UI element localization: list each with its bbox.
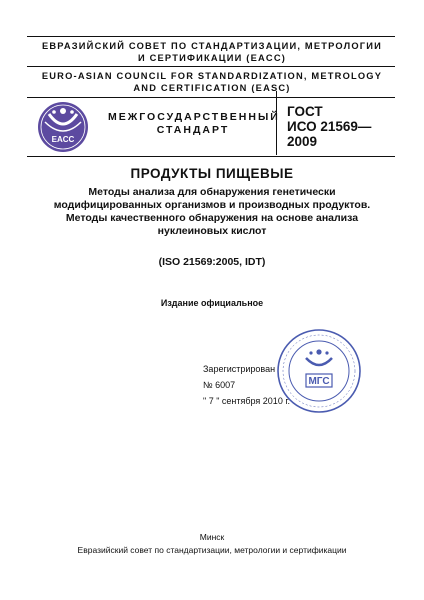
- stamp-label: МГС: [308, 376, 330, 387]
- standard-type-line2: СТАНДАРТ: [156, 124, 230, 136]
- registration-line1: Зарегистрирован: [203, 364, 276, 374]
- subtitle-line4: нуклеиновых кислот: [157, 225, 267, 237]
- header-ru-line2: И СЕРТИФИКАЦИИ (EACC): [137, 53, 287, 63]
- header-bottom-rule: [27, 97, 395, 98]
- subtitle-line3: Методы качественного обнаружения на основе анализа: [65, 212, 359, 224]
- designation-divider: [276, 91, 277, 155]
- edition-label: Издание официальное: [160, 298, 264, 308]
- registration-number: № 6007: [203, 380, 236, 390]
- header-en-line2: AND CERTIFICATION (EASC): [133, 83, 291, 93]
- eacc-logo-icon: [32, 100, 94, 154]
- footer-org: Евразийский совет по стандартизации, метрологии и сертификации: [77, 545, 347, 555]
- designation-line2: ИСО 21569—: [287, 119, 372, 134]
- subtitle-line2: модифицированных организмов и производных продуктов.: [53, 199, 371, 211]
- header-divider: [27, 66, 395, 67]
- designation-bottom-rule: [27, 156, 395, 157]
- iso-reference: (ISO 21569:2005, IDT): [158, 256, 266, 268]
- registration-date: " 7 " сентября 2010 г.: [203, 396, 291, 406]
- header-ru-line1: ЕВРАЗИЙСКИЙ СОВЕТ ПО СТАНДАРТИЗАЦИИ, МЕТРОЛОГИИ: [41, 41, 383, 51]
- footer-city: Минск: [199, 532, 225, 542]
- top-rule: [27, 36, 395, 37]
- designation-line1: ГОСТ: [287, 104, 323, 119]
- eacc-logo: [32, 100, 94, 154]
- header-en-line1: EURO-ASIAN COUNCIL FOR STANDARDIZATION, METROLOGY: [41, 71, 383, 81]
- designation-line3: 2009: [287, 134, 318, 149]
- standard-type-line1: МЕЖГОСУДАРСТВЕННЫЙ: [108, 111, 280, 123]
- subtitle-line1: Методы анализа для обнаружения генетически: [88, 186, 336, 198]
- document-title: ПРОДУКТЫ ПИЩЕВЫЕ: [130, 166, 294, 181]
- logo-caption: EACC: [51, 135, 75, 144]
